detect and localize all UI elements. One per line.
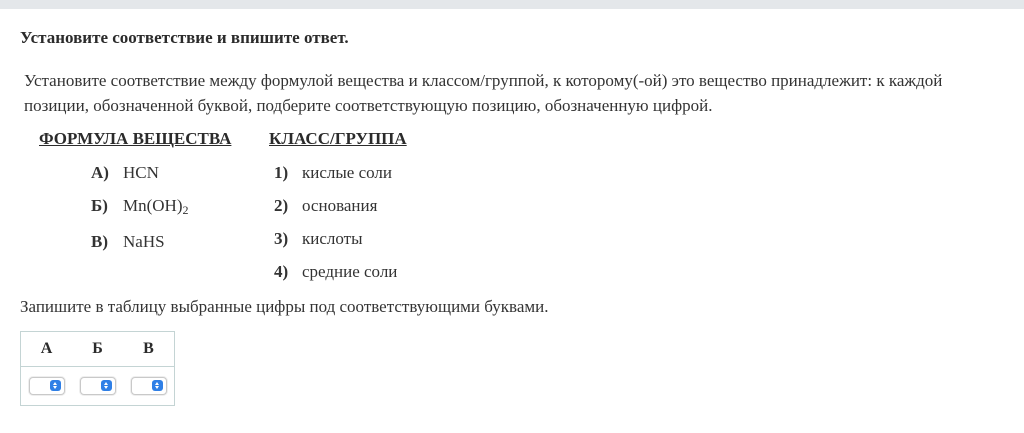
formula-option-c <box>91 232 165 252</box>
answer-select-a[interactable] <box>29 377 65 395</box>
option-key: А) <box>91 163 109 182</box>
up-down-chevron-icon <box>101 380 112 391</box>
class-option-2 <box>274 196 377 216</box>
class-text: средние соли <box>302 262 398 281</box>
answer-header-a: А <box>21 332 73 367</box>
class-option-3 <box>274 229 363 249</box>
class-text: кислоты <box>302 229 363 248</box>
class-column-header: КЛАСС/ГРУППА <box>269 129 407 148</box>
formula-subscript: 2 <box>182 203 189 217</box>
instruction-text: Запишите в таблицу выбранные цифры под соответствующими буквами. <box>20 297 549 316</box>
task-text: Установите соответствие между формулой вещества и классом/группой, к которому(-ой) это вещество принадлежит: к каждой позиции, обозначенной буквой, подберите соответствующую позицию, обозначенную цифрой. <box>24 71 943 115</box>
formula-option-b <box>91 196 189 218</box>
option-key: 4) <box>274 262 289 281</box>
task-title: Установите соответствие и впишите ответ. <box>20 28 349 47</box>
up-down-chevron-icon <box>50 380 61 391</box>
option-key: 2) <box>274 196 289 215</box>
option-key: В) <box>91 232 108 251</box>
answer-header-b: Б <box>72 332 123 367</box>
formula-column-header: ФОРМУЛА ВЕЩЕСТВА <box>39 129 232 148</box>
answer-cell-a <box>21 367 73 406</box>
class-option-1 <box>274 163 392 183</box>
answer-table <box>20 331 175 406</box>
option-key: 3) <box>274 229 289 248</box>
answer-header-c: В <box>123 332 175 367</box>
formula-text: NaHS <box>123 232 165 251</box>
answer-cell-b <box>72 367 123 406</box>
class-option-4 <box>274 262 397 282</box>
answer-cell-c <box>123 367 175 406</box>
up-down-chevron-icon <box>152 380 163 391</box>
option-key: 1) <box>274 163 289 182</box>
formula-option-a <box>91 163 159 183</box>
option-key: Б) <box>91 196 108 215</box>
answer-select-b[interactable] <box>80 377 116 395</box>
formula-text: Mn(OH) <box>123 196 183 215</box>
top-bar <box>0 0 1024 9</box>
answer-select-c[interactable] <box>131 377 167 395</box>
class-text: кислые соли <box>302 163 393 182</box>
class-text: основания <box>302 196 378 215</box>
formula-text: HCN <box>123 163 159 182</box>
